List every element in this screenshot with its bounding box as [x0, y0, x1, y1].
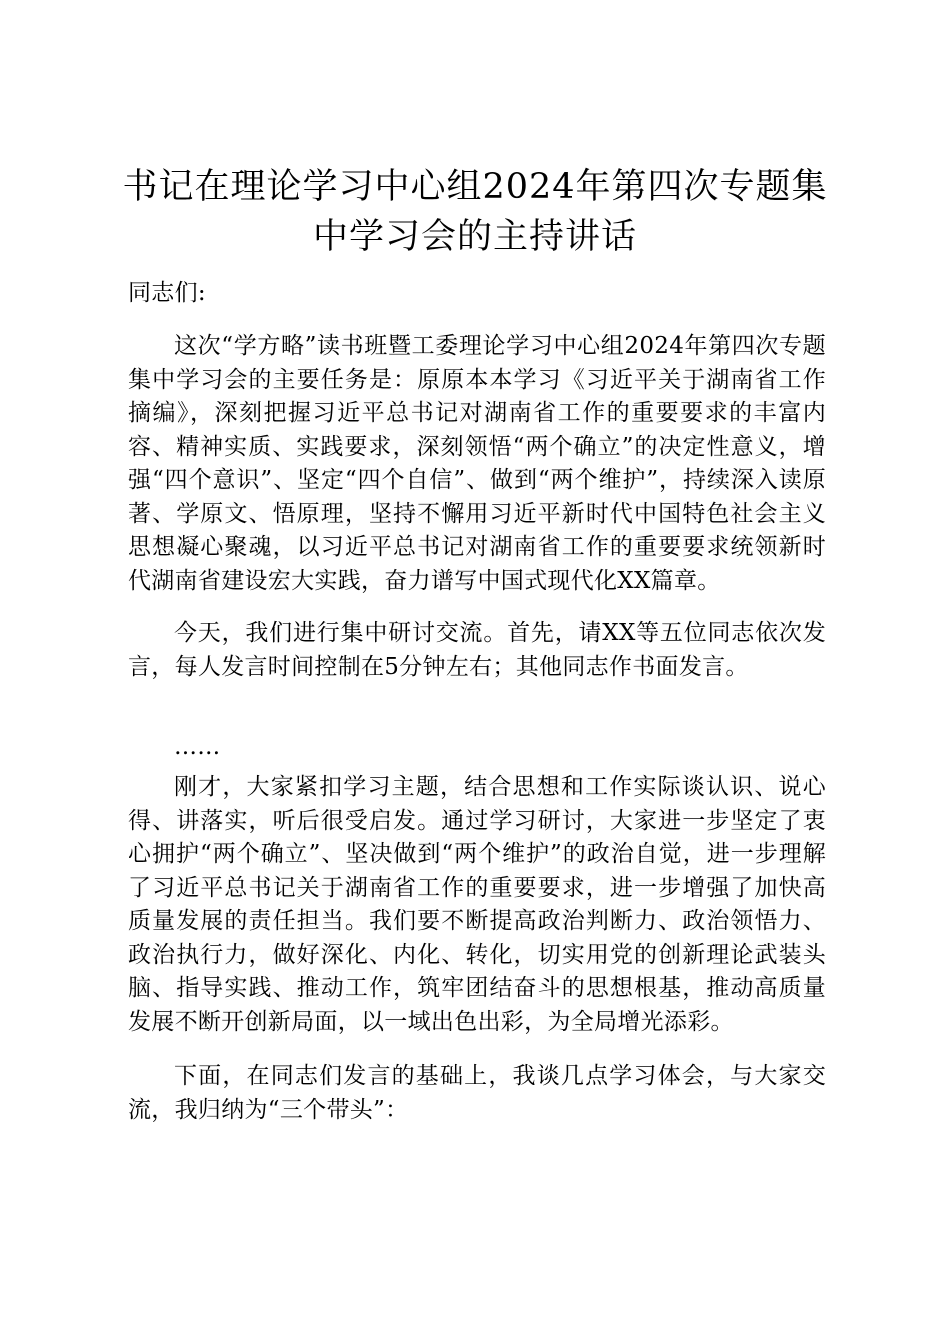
paragraph-summary: 刚才，大家紧扣学习主题，结合思想和工作实际谈认识、说心得、讲落实，听后很受启发。通过学习研讨，大家进一步坚定了衷心拥护“两个确立”、坚决做到“两个维护”的政治自觉，进一步理解了习近平总书记关于湖南省工作的重要要求，进一步增强了加快高质量发展的责任担当。我们要不断提高政治判断力、政治领悟力、政治执行力，做好深化、内化、转化，切实用党的创新理论武装头脑、指导实践、推动工作，筑牢团结奋斗的思想根基，推动高质量发展不断开创新局面，以一域出色出彩，为全局增光添彩。: [128, 774, 826, 1035]
document-title: 书记在理论学习中心组2024年第四次专题集中学习会的主持讲话: [122, 167, 828, 257]
paragraph-study-tasks: 这次“学方略”读书班暨工委理论学习中心组2024年第四次专题集中学习会的主要任务是：原原本本学习《习近平关于湖南省工作摘编》，深刻把握习近平总书记对湖南省工作的重要要求的丰富内容、精神实质、实践要求，深刻领悟“两个确立”的决定性意义，增强“四个意识”、坚定“四个自信”、做到“两个维护”，持续深入读原著、学原文、悟原理，坚持不懈用习近平新时代中国特色社会主义思想凝心聚魂，以习近平总书记对湖南省工作的重要要求统领新时代湖南省建设宏大实践，奋力谱写中国式现代化XX篇章。: [128, 333, 826, 594]
paragraph-discussion-arrangement: 今天，我们进行集中研讨交流。首先，请XX等五位同志依次发言，每人发言时间控制在5分钟左右；其他同志作书面发言。: [128, 620, 826, 680]
paragraph-transition: 下面，在同志们发言的基础上，我谈几点学习体会，与大家交流，我归纳为“三个带头”：: [128, 1063, 826, 1123]
salutation: 同志们:: [128, 280, 206, 306]
paragraph-ellipsis: ……: [174, 734, 221, 760]
